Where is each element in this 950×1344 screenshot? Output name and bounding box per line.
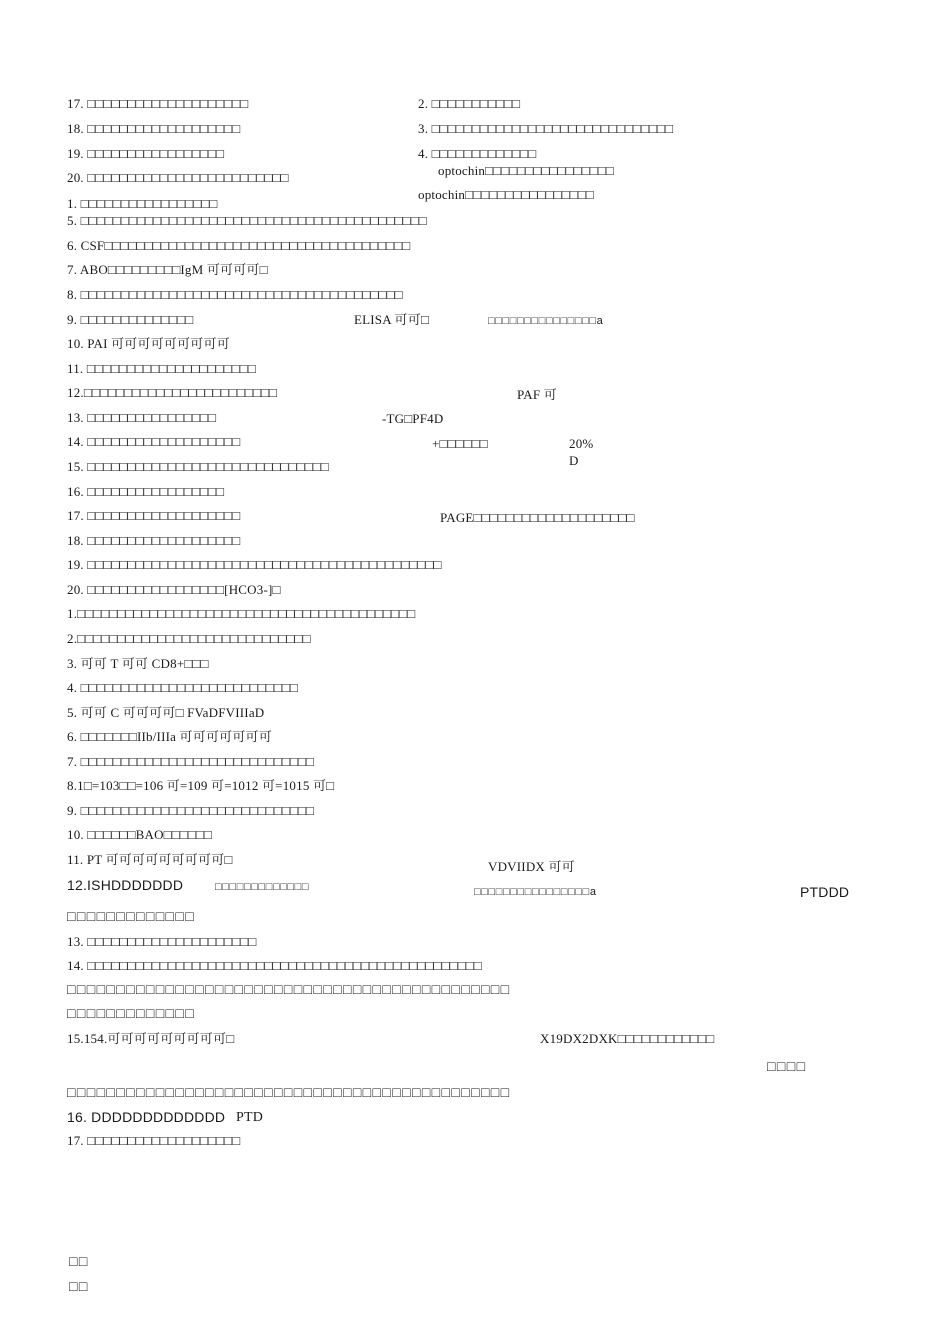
text-line: 3. □□□□□□□□□□□□□□□□□□□□□□□□□□□□□□ <box>418 121 674 136</box>
text-line: 20% <box>569 436 594 451</box>
text-line: 11. □□□□□□□□□□□□□□□□□□□□□ <box>67 361 256 376</box>
text-line: 10. □□□□□□BAO□□□□□□ <box>67 827 212 842</box>
text-line: 1. □□□□□□□□□□□□□□□□□ <box>67 196 218 211</box>
text-line: 15.154.可可可可可可可可可□ <box>67 1031 235 1046</box>
text-line: 4. □□□□□□□□□□□□□ <box>418 146 537 161</box>
text-line: 10. PAI 可可可可可可可可可 <box>67 336 230 351</box>
text-line: 8. □□□□□□□□□□□□□□□□□□□□□□□□□□□□□□□□□□□□□□□□ <box>67 287 403 302</box>
text-line: PTDDD <box>800 884 850 900</box>
text-line: 12.□□□□□□□□□□□□□□□□□□□□□□□□ <box>67 385 278 400</box>
text-line: D <box>569 453 579 468</box>
text-line: PTD <box>236 1110 264 1125</box>
text-line: 16. DDDDDDDDDDDDD <box>67 1109 226 1125</box>
text-line: 6. CSF□□□□□□□□□□□□□□□□□□□□□□□□□□□□□□□□□□□□□□ <box>67 238 411 253</box>
text-line: 5. □□□□□□□□□□□□□□□□□□□□□□□□□□□□□□□□□□□□□□□□□□□ <box>67 213 427 228</box>
text-line: 4. □□□□□□□□□□□□□□□□□□□□□□□□□□□ <box>67 680 299 695</box>
text-line: 17. □□□□□□□□□□□□□□□□□□□ <box>67 1133 241 1148</box>
text-line: 2.□□□□□□□□□□□□□□□□□□□□□□□□□□□□□ <box>67 631 311 646</box>
text-line: 18. □□□□□□□□□□□□□□□□□□□ <box>67 121 241 136</box>
text-line: □□□□□□□□□□□□□□□□a <box>474 886 597 898</box>
text-line: □□□□ <box>767 1058 807 1074</box>
text-line: 7. □□□□□□□□□□□□□□□□□□□□□□□□□□□□□ <box>67 754 315 769</box>
text-line: □□□□□□□□□□□□□ <box>215 881 310 893</box>
text-line: optochin□□□□□□□□□□□□□□□□ <box>438 163 614 178</box>
text-line: 14. □□□□□□□□□□□□□□□□□□□ <box>67 434 241 449</box>
text-line: □□□□□□□□□□□□□□□□□□□□□□□□□□□□□□□□□□□□□□□□□□□□□ <box>67 1084 511 1100</box>
text-line: VDVIIDX 可可 <box>488 859 575 874</box>
text-line: 14. □□□□□□□□□□□□□□□□□□□□□□□□□□□□□□□□□□□□□□□□□□□□□□□□□ <box>67 958 482 973</box>
text-line: 20. □□□□□□□□□□□□□□□□□[HCO3-]□ <box>67 582 281 597</box>
text-line: 16. □□□□□□□□□□□□□□□□□ <box>67 484 225 499</box>
text-line: PAF 可 <box>517 387 557 402</box>
text-line: □□□□□□□□□□□□□ <box>67 908 196 924</box>
text-line: 17. □□□□□□□□□□□□□□□□□□□ <box>67 508 241 523</box>
text-line: 15. □□□□□□□□□□□□□□□□□□□□□□□□□□□□□□ <box>67 459 329 474</box>
text-line: 17. □□□□□□□□□□□□□□□□□□□□ <box>67 96 249 111</box>
text-line: PAGE□□□□□□□□□□□□□□□□□□□□ <box>440 510 635 525</box>
text-line: □□ <box>69 1253 89 1269</box>
text-line: 20. □□□□□□□□□□□□□□□□□□□□□□□□□ <box>67 170 289 185</box>
text-line: 7. ABO□□□□□□□□□IgM 可可可可□ <box>67 262 268 277</box>
text-line: 13. □□□□□□□□□□□□□□□□ <box>67 410 217 425</box>
text-line: X19DX2DXK□□□□□□□□□□□□ <box>540 1031 715 1046</box>
text-line: 19. □□□□□□□□□□□□□□□□□ <box>67 146 225 161</box>
text-line: □□□□□□□□□□□□□□□a <box>488 315 604 327</box>
text-line: □□ <box>69 1278 89 1294</box>
text-line: -TG□PF4D <box>382 411 444 426</box>
text-line: 11. PT 可可可可可可可可可□ <box>67 852 233 867</box>
text-line: 6. □□□□□□□IIb/IIIa 可可可可可可可 <box>67 729 272 744</box>
text-line: 12.ISHDDDDDDD <box>67 877 184 893</box>
text-line: 3. 可可 T 可可 CD8+□□□ <box>67 656 209 671</box>
text-line: 9. □□□□□□□□□□□□□□□□□□□□□□□□□□□□□ <box>67 803 315 818</box>
text-line: 9. □□□□□□□□□□□□□□ <box>67 312 194 327</box>
text-line: 2. □□□□□□□□□□□ <box>418 96 521 111</box>
text-line: 19. □□□□□□□□□□□□□□□□□□□□□□□□□□□□□□□□□□□□□□□□□□□□ <box>67 557 442 572</box>
text-line: +□□□□□□ <box>432 436 488 451</box>
text-line: □□□□□□□□□□□□□ <box>67 1005 196 1021</box>
text-line: 13. □□□□□□□□□□□□□□□□□□□□□ <box>67 934 257 949</box>
text-line: 8.1□=103□□=106 可=109 可=1012 可=1015 可□ <box>67 778 335 793</box>
text-line: □□□□□□□□□□□□□□□□□□□□□□□□□□□□□□□□□□□□□□□□□□□□□ <box>67 981 511 997</box>
text-line: optochin□□□□□□□□□□□□□□□□ <box>418 187 594 202</box>
text-line: 1.□□□□□□□□□□□□□□□□□□□□□□□□□□□□□□□□□□□□□□□□□□ <box>67 606 416 621</box>
text-line: 18. □□□□□□□□□□□□□□□□□□□ <box>67 533 241 548</box>
text-line: ELISA 可可□ <box>354 312 430 327</box>
text-line: 5. 可可 C 可可可可□ FVaDFVIIIaD <box>67 705 265 720</box>
